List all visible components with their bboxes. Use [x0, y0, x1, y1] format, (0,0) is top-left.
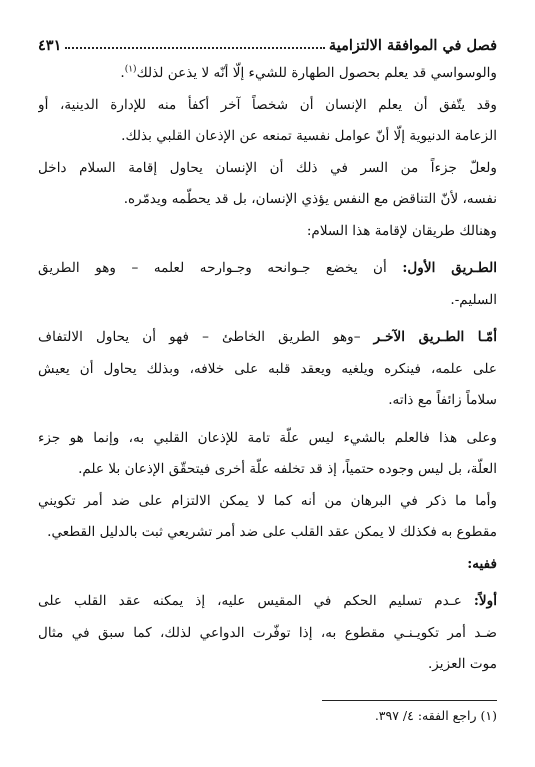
paragraph-line: [38, 253, 497, 285]
line-end-punct: .: [120, 65, 125, 81]
paragraph-line: [38, 322, 497, 354]
paragraph-line: الزعامة الدنيوية إلّا أنّ عوامل نفسية تمنعه عن الإذعان القلبي بذلك.: [121, 128, 497, 144]
paragraph-line: ضـد أمر تكويـنـي مقطوع به، إذا توفّرت الدواعي لذلك، كما سبق في مثال: [38, 624, 497, 641]
paragraph-line: [38, 58, 497, 90]
paragraph-line: وأما ما ذكر في البرهان من أنه كما لا يمكن الالتزام على ضد أمر تكويني: [38, 492, 497, 509]
paragraph-line: وهنالك طريقان لإقامة هذا السلام:: [306, 222, 497, 239]
footnote: (١) راجع الفقه: ٤/ ٣٩٧.: [374, 708, 497, 723]
paragraph-line: نفسه، لأنّ التناقض مع النفس يؤذي الإنسان، بل قد يحطّمه ويدمّره.: [123, 191, 497, 207]
lead-term: أولاً:: [473, 593, 497, 609]
paragraph-line: سلاماً زائفاً مع ذاته.: [388, 392, 497, 408]
lead-term: الطـريق الأول:: [402, 260, 497, 276]
running-header: [38, 28, 497, 54]
line-text: والوسواسي قد يعلم بحصول الطهارة للشيء إلّا أنّه لا يذعن لذلك: [136, 65, 497, 81]
page-body: [38, 58, 497, 681]
paragraph-line: على علمه، فينكره ويلغيه ويعقد قلبه على خلافه، وبذلك يحاول أن يعيش: [38, 360, 497, 377]
line-text: أن يخضع جـوانحه وجـوارحه لعلمه – وهو الطريق: [38, 260, 403, 276]
paragraph-line: السليم-.: [450, 291, 497, 308]
chapter-title: فصل في الموافقة الالتزامية: [328, 37, 497, 54]
paragraph-line: وقد يتّفق أن يعلم الإنسان أن شخصاً آخر أكفأ منه للإدارة الدينية، أو: [38, 96, 497, 113]
paragraph-line: [38, 586, 497, 618]
footnote-separator: [322, 700, 497, 701]
line-text: –وهو الطريق الخاطئ – فهو أن يحاول الالتفاف: [38, 329, 374, 345]
lead-term: أمّـا الطـريق الآخـر: [373, 329, 497, 345]
footnote-ref[interactable]: (١): [124, 64, 137, 75]
paragraph-line: ولعلّ جزءاً من السر في ذلك أن الإنسان يحاول إقامة السلام داخل: [38, 159, 497, 176]
paragraph-line: [38, 549, 497, 581]
paragraph-line: موت العزيز.: [427, 656, 497, 672]
paragraph-line: مقطوع به فكذلك لا يمكن عقد القلب على ضد أمر تشريعي ثبت بالدليل القطعي.: [47, 524, 497, 540]
line-text: عـدم تسليم الحكم في المقيس عليه، إذ يمكنه عقد القلب على: [38, 593, 474, 609]
page-number: ٤٣١: [38, 37, 62, 54]
dot-leader: [65, 47, 325, 49]
paragraph-line: العلّة، بل ليس وجوده حتمياً، إذ قد تخلفه علّة أخرى فيتحقّق الإذعان بلا علم.: [78, 461, 497, 477]
lead-term: ففيه:: [467, 555, 497, 572]
paragraph-line: وعلى هذا فالعلم بالشيء ليس علّة تامة للإذعان القلبي به، وإنما هو جزء: [38, 429, 497, 446]
